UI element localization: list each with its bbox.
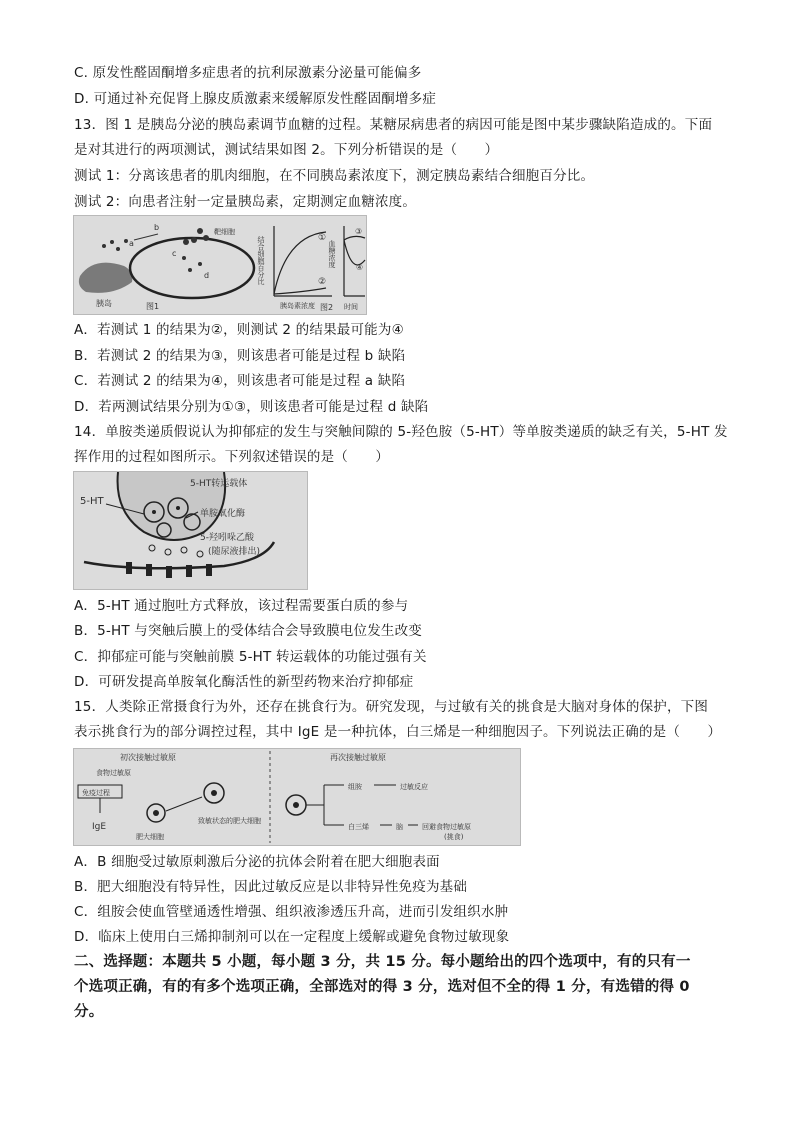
mast-cell-label: 肥大细胞 <box>136 833 164 841</box>
section-2-heading-cont: 个选项正确，有的有多个选项正确，全部选对的得 3 分，选对但不全的得 1 分，有选错的得 0 <box>74 979 690 995</box>
label-b: b <box>154 223 160 232</box>
leukotriene-label: 白三烯 <box>348 823 369 831</box>
question-13-stem-cont: 是对其进行的两项测试，测试结果如图 2。下列分析错误的是（ ） <box>74 142 499 158</box>
option-14a: A．5-HT 通过胞吐方式释放，该过程需要蛋白质的参与 <box>74 598 409 614</box>
label-5ht: 5-HT <box>80 496 104 507</box>
section-2-heading-end: 分。 <box>74 1004 104 1020</box>
option-15b: B．肥大细胞没有特异性，因此过敏反应是以非特异性免疫为基础 <box>74 879 468 895</box>
histamine-label: 组胺 <box>348 783 362 791</box>
option-12c: C. 原发性醛固酮增多症患者的抗利尿激素分泌量可能偏多 <box>74 65 422 81</box>
option-15d: D．临床上使用白三烯抑制剂可以在一定程度上缓解或避免食物过敏现象 <box>74 929 510 945</box>
option-13a: A．若测试 1 的结果为②，则测试 2 的结果最可能为④ <box>74 322 404 338</box>
sensitized-label: 致敏状态的肥大细胞 <box>198 817 261 825</box>
curve-4-label: ④ <box>356 263 364 272</box>
fig1-caption: 图1 <box>146 302 160 311</box>
curve-1-label: ① <box>318 233 327 243</box>
label-product-note: (随尿液排出) <box>208 547 261 557</box>
test-1-description: 测试 1：分离该患者的肌肉细胞，在不同胰岛素浓度下，测定胰岛素结合细胞百分比。 <box>74 168 595 184</box>
graph1-ylabel: 结合细胞百分比 <box>257 236 265 285</box>
option-14c: C．抑郁症可能与突触前膜 5-HT 转运载体的功能过强有关 <box>74 649 427 665</box>
label-mao: 单胺氧化酶 <box>200 509 246 519</box>
option-14b: B．5-HT 与突触后膜上的受体结合会导致膜电位发生改变 <box>74 623 423 639</box>
section-2-heading: 二、选择题：本题共 5 小题，每小题 3 分，共 15 分。每小题给出的四个选项中，有的只有一 <box>74 954 691 970</box>
ige-label: IgE <box>92 822 107 832</box>
figure-13 <box>73 215 367 315</box>
graph1-xlabel: 胰岛素浓度 <box>280 302 315 310</box>
test-2-description: 测试 2：向患者注射一定量胰岛素，定期测定血糖浓度。 <box>74 194 417 210</box>
label-d: d <box>204 271 210 280</box>
label-transporter: 5-HT转运载体 <box>190 479 248 489</box>
curve-3-label: ③ <box>355 227 363 236</box>
option-12d: D. 可通过补充促肾上腺皮质激素来缓解原发性醛固酮增多症 <box>74 91 437 107</box>
option-13c: C．若测试 2 的结果为④，则该患者可能是过程 a 缺陷 <box>74 373 406 389</box>
picky-label: (挑食) <box>444 833 464 841</box>
header-first-contact: 初次接触过敏原 <box>120 753 176 762</box>
graph2-xlabel: 时间 <box>344 303 358 311</box>
option-13d: D．若两测试结果分别为①③，则该患者可能是过程 d 缺陷 <box>74 399 429 415</box>
option-13b: B．若测试 2 的结果为③，则该患者可能是过程 b 缺陷 <box>74 348 406 364</box>
label-c: c <box>172 249 177 258</box>
question-14-stem-cont: 挥作用的过程如图所示。下列叙述错误的是（ ） <box>74 449 390 465</box>
question-14-stem: 14．单胺类递质假说认为抑郁症的发生与突触间隙的 5-羟色胺（5-HT）等单胺类递质的缺乏有关，5-HT 发 <box>74 424 728 440</box>
label-a: a <box>129 239 134 248</box>
question-15-stem-cont: 表示挑食行为的部分调控过程，其中 IgE 是一种抗体，白三烯是一种细胞因子。下列说法正确的是（ ） <box>74 724 722 740</box>
option-15c: C．组胺会使血管壁通透性增强、组织液渗透压升高，进而引发组织水肿 <box>74 904 509 920</box>
graph2-ylabel: 血糖浓度 <box>328 240 336 268</box>
fig2-caption: 图2 <box>320 303 334 312</box>
brain-label: 脑 <box>396 823 403 831</box>
label-product: 5-羟吲哚乙酸 <box>200 533 254 543</box>
allergen-label: 食物过敏原 <box>96 769 131 777</box>
allergic-reaction-label: 过敏反应 <box>400 783 428 791</box>
option-14d: D．可研发提高单胺氧化酶活性的新型药物来治疗抑郁症 <box>74 674 414 690</box>
avoid-label: 回避食物过敏原 <box>422 823 471 831</box>
question-13-stem: 13．图 1 是胰岛分泌的胰岛素调节血糖的过程。某糖尿病患者的病因可能是图中某步骤缺陷造成的。下面 <box>74 117 713 133</box>
pancreas-label: 胰岛 <box>96 299 112 308</box>
option-15a: A．B 细胞受过敏原刺激后分泌的抗体会附着在肥大细胞表面 <box>74 854 440 870</box>
target-label: 靶细胞 <box>214 228 235 236</box>
immune-process-label: 免疫过程 <box>82 789 110 797</box>
header-second-contact: 再次接触过敏原 <box>330 753 386 762</box>
curve-2-label: ② <box>318 277 327 287</box>
figure-14 <box>73 471 308 590</box>
question-15-stem: 15．人类除正常摄食行为外，还存在挑食行为。研究发现，与过敏有关的挑食是大脑对身体的保护，下图 <box>74 699 709 715</box>
figure-15 <box>73 748 521 846</box>
